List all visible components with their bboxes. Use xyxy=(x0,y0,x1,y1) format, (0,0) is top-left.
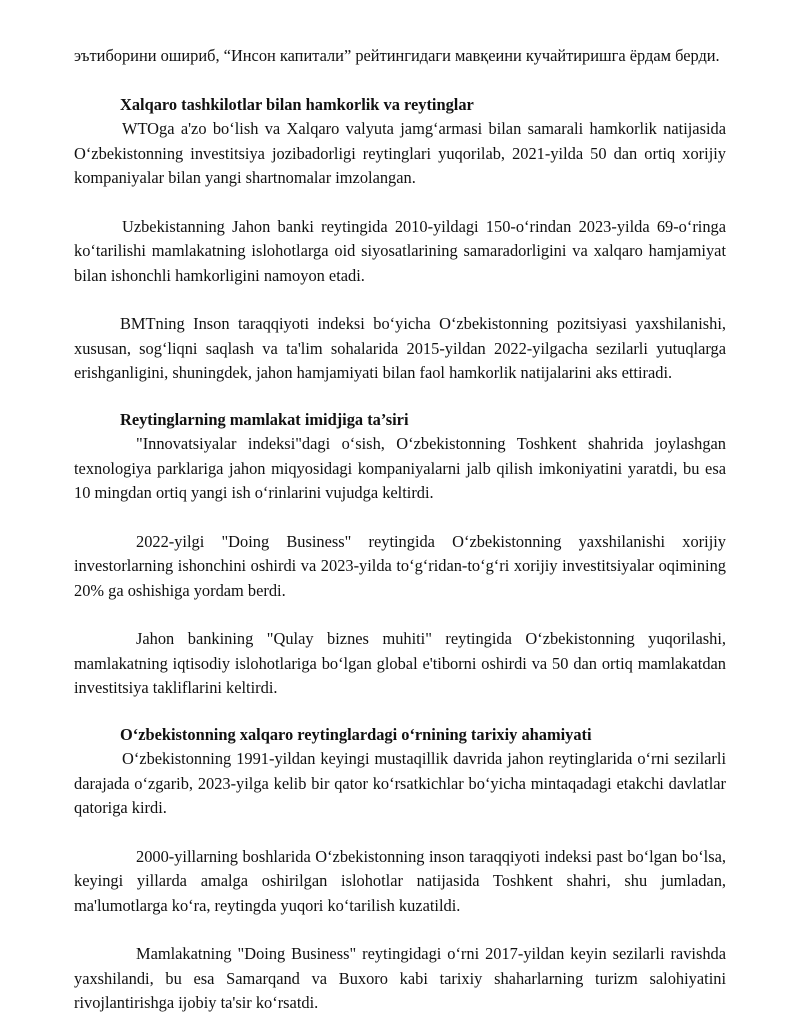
section-heading-international-cooperation: Xalqaro tashkilotlar bilan hamkorlik va reytinglar xyxy=(120,94,474,114)
paragraph-continuation: эътиборини ошириб, “Инсон капитали” рейтингидаги мавқеини кучайтиришга ёрдам берди. xyxy=(74,46,720,65)
paragraph-hdi: BMTning Inson taraqqiyoti indeksi bo‘yicha O‘zbekistonning pozitsiyasi yaxshilanishi, xususan, sog‘liqni saqlash va ta'lim sohalarida 2015-yildan 2022-yilgacha sezilarli yutuqlarga erishganligini, shuningdek, jahon hamjamiyati bilan faol hamkorlik natijalarini aks ettiradi. xyxy=(74,314,726,382)
paragraph-world-bank: Uzbekistanning Jahon banki reytingida 2010-yildagi 150-o‘rindan 2023-yilda 69-o‘ringa ko‘tarilishi mamlakatning islohotlarga oid siyosatlarining samaradorligini va xalqaro hamjamiyat bilan ishonchli hamkorligini namoyon etadi. xyxy=(74,216,726,285)
paragraph-2000s: 2000-yillarning boshlarida O‘zbekistonning inson taraqqiyoti indeksi past bo‘lgan bo‘lsa, keyingi yillarda amalga oshirilgan islohotlar natijasida Toshkent shahri, shu jumladan, ma'lumotlarga ko‘ra, reytingda yuqori ko‘tarilish kuzatildi. xyxy=(74,846,726,915)
section-heading-image-impact: Reytinglarning mamlakat imidjiga ta’siri xyxy=(120,409,409,429)
section-heading-historical-significance: O‘zbekistonning xalqaro reytinglardagi o‘rnining tarixiy ahamiyati xyxy=(120,724,592,744)
paragraph-doing-business-2022: 2022-yilgi "Doing Business" reytingida O‘zbekistonning yaxshilanishi xorijiy investorlarning ishonchini oshirdi va 2023-yilda to‘g‘ridan-to‘g‘ri xorijiy investitsiyalar oqimining 20% ga oshishiga yordam berdi. xyxy=(74,531,726,600)
paragraph-innovation-index: "Innovatsiyalar indeksi"dagi o‘sish, O‘zbekistonning Toshkent shahrida joylashgan texnologiya parklariga jahon miqyosidagi kompaniyalarni jalb qilish imkoniyatini yaratdi, bu esa 10 mingdan ortiq yangi ish o‘rinlarini vujudga keltirdi. xyxy=(74,434,726,502)
paragraph-independence: O‘zbekistonning 1991-yildan keyingi mustaqillik davrida jahon reytinglarida o‘rni sezilarli darajada o‘zgarib, 2023-yilga kelib bir qator ko‘rsatkichlar bo‘yicha mintaqadagi etakchi davlatlar qatoriga kirdi. xyxy=(74,749,726,817)
paragraph-wto: WTOga a'zo bo‘lish va Xalqaro valyuta jamg‘armasi bilan samarali hamkorlik natijasida O‘zbekistonning investitsiya jozibadorligi reytinglari yuqorilab, 2021-yilda 50 dan ortiq xorijiy kompaniyalar bilan yangi shartnomalar imzolangan. xyxy=(74,119,726,187)
paragraph-business-environment: Jahon bankining "Qulay biznes muhiti" reytingida O‘zbekistonning yuqorilashi, mamlakatning iqtisodiy islohotlariga bo‘lgan global e'tiborni oshirdi va 50 dan ortiq mamlakatdan investitsiya takliflarini keltirdi. xyxy=(74,629,726,697)
paragraph-doing-business-2017: Mamlakatning "Doing Business" reytingidagi o‘rni 2017-yildan keyin sezilarli ravishda yaxshilandi, bu esa Samarqand va Buxoro kabi tarixiy shaharlarning turizm salohiyatini rivojlantirishga ijobiy ta'sir ko‘rsatdi. xyxy=(74,944,726,1012)
